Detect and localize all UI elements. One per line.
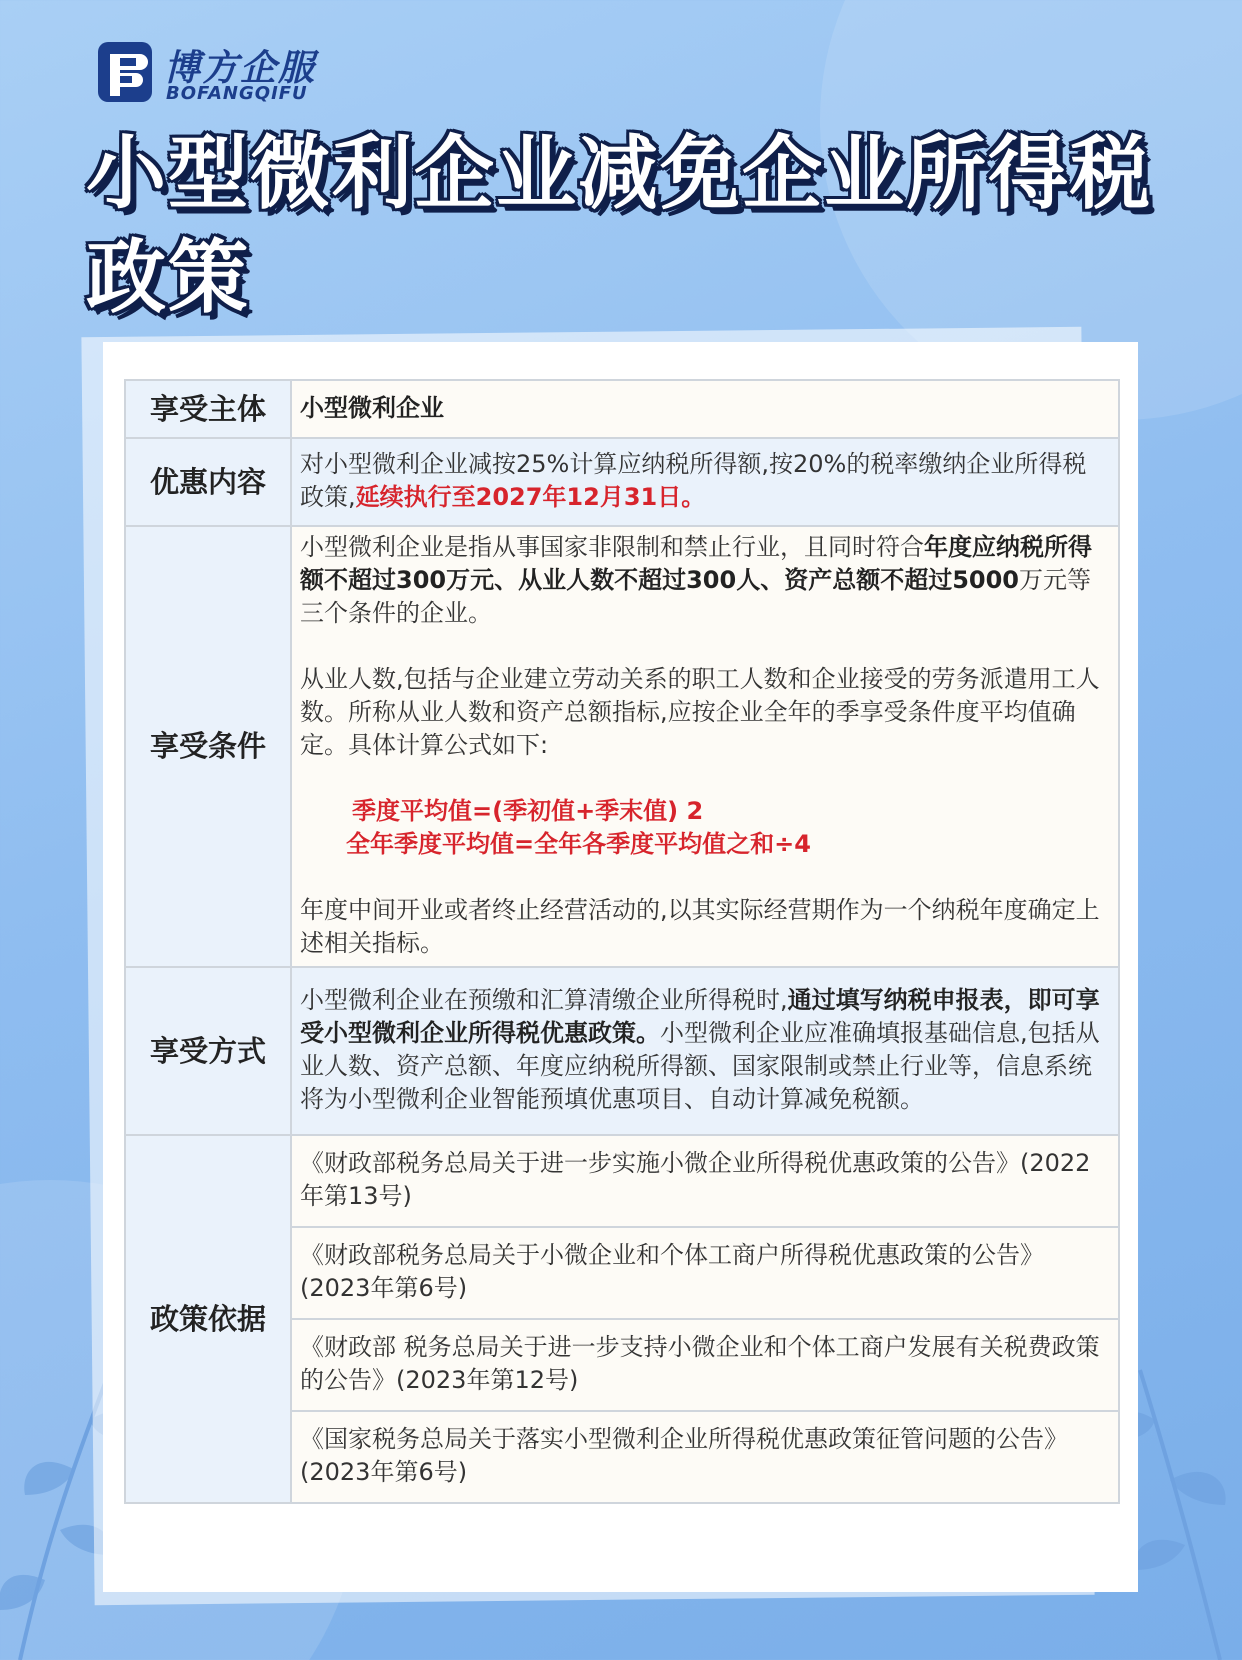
formula-block [300,795,1110,861]
row-label-conditions: 享受条件 [125,526,291,967]
formula-annual-average: 全年季度平均值=全年各季度平均值之和÷4 [346,830,811,858]
basis-item: 《国家税务总局关于落实小型微利企业所得税优惠政策征管问题的公告》(2023年第6号) [291,1411,1119,1503]
row-label-method: 享受方式 [125,967,291,1135]
policy-table [124,379,1120,1504]
brand-name-cn: 博方企服 [164,48,317,89]
method-cell [291,967,1119,1135]
basis-item: 《财政部税务总局关于进一步实施小微企业所得税优惠政策的公告》(2022年第13号) [291,1135,1119,1227]
table-row [125,380,1119,438]
brand-name-en: BOFANGQIFU [166,83,308,104]
content-highlight: 延续执行至2027年12月31日。 [355,483,706,511]
method-pre: 小型微利企业在预缴和汇算清缴企业所得税时, [300,986,788,1014]
method-bold: 通过填写纳税申报表，即可享受小型微利企业所得税优惠政策。 [300,986,1100,1047]
formula-quarter-average: 季度平均值=(季初值+季末值) 2 [352,797,704,825]
conditions-cell [291,526,1119,967]
table-row [125,967,1119,1135]
row-label-content: 优惠内容 [125,438,291,526]
conditions-p1-pre: 小型微利企业是指从事国家非限制和禁止行业，且同时符合 [300,533,924,561]
conditions-p1-bold: 年度应纳税所得额不超过300万元、从业人数不超过300人、资产总额不超过5000 [300,533,1092,594]
basis-item: 《财政部 税务总局关于进一步支持小微企业和个体工商户发展有关税费政策的公告》(2023年第12号) [291,1319,1119,1411]
content-cell [291,438,1119,526]
logo-mark-icon [96,40,154,104]
subject-value: 小型微利企业 [300,393,444,422]
page-title: 小型微利企业减免企业所得税政策 [86,127,1152,324]
subject-cell [291,380,1119,438]
row-label-subject: 享受主体 [125,380,291,438]
brand-logo [96,40,356,110]
basis-item: 《财政部税务总局关于小微企业和个体工商户所得税优惠政策的公告》(2023年第6号) [291,1227,1119,1319]
conditions-p3: 年度中间开业或者终止经营活动的,以其实际经营期作为一个纳税年度确定上述相关指标。 [300,896,1100,957]
conditions-paragraph [300,531,1110,630]
row-label-basis: 政策依据 [125,1135,291,1503]
conditions-p1-post: 万元等三个条件的企业。 [300,566,1091,627]
content-text: 对小型微利企业减按25%计算应纳税所得额,按20%的税率缴纳企业所得税政策, [300,450,1087,511]
method-post: 小型微利企业应准确填报基础信息,包括从业人数、资产总额、年度应纳税所得额、国家限制或禁止行业等，信息系统将为小型微利企业智能预填优惠项目、自动计算减免税额。 [300,1019,1100,1113]
table-row [125,1135,1119,1227]
conditions-p2: 从业人数,包括与企业建立劳动关系的职工人数和企业接受的劳务派遣用工人数。所称从业人数和资产总额指标,应按企业全年的季享受条件度平均值确定。具体计算公式如下: [300,665,1100,759]
table-row [125,526,1119,967]
table-row [125,438,1119,526]
